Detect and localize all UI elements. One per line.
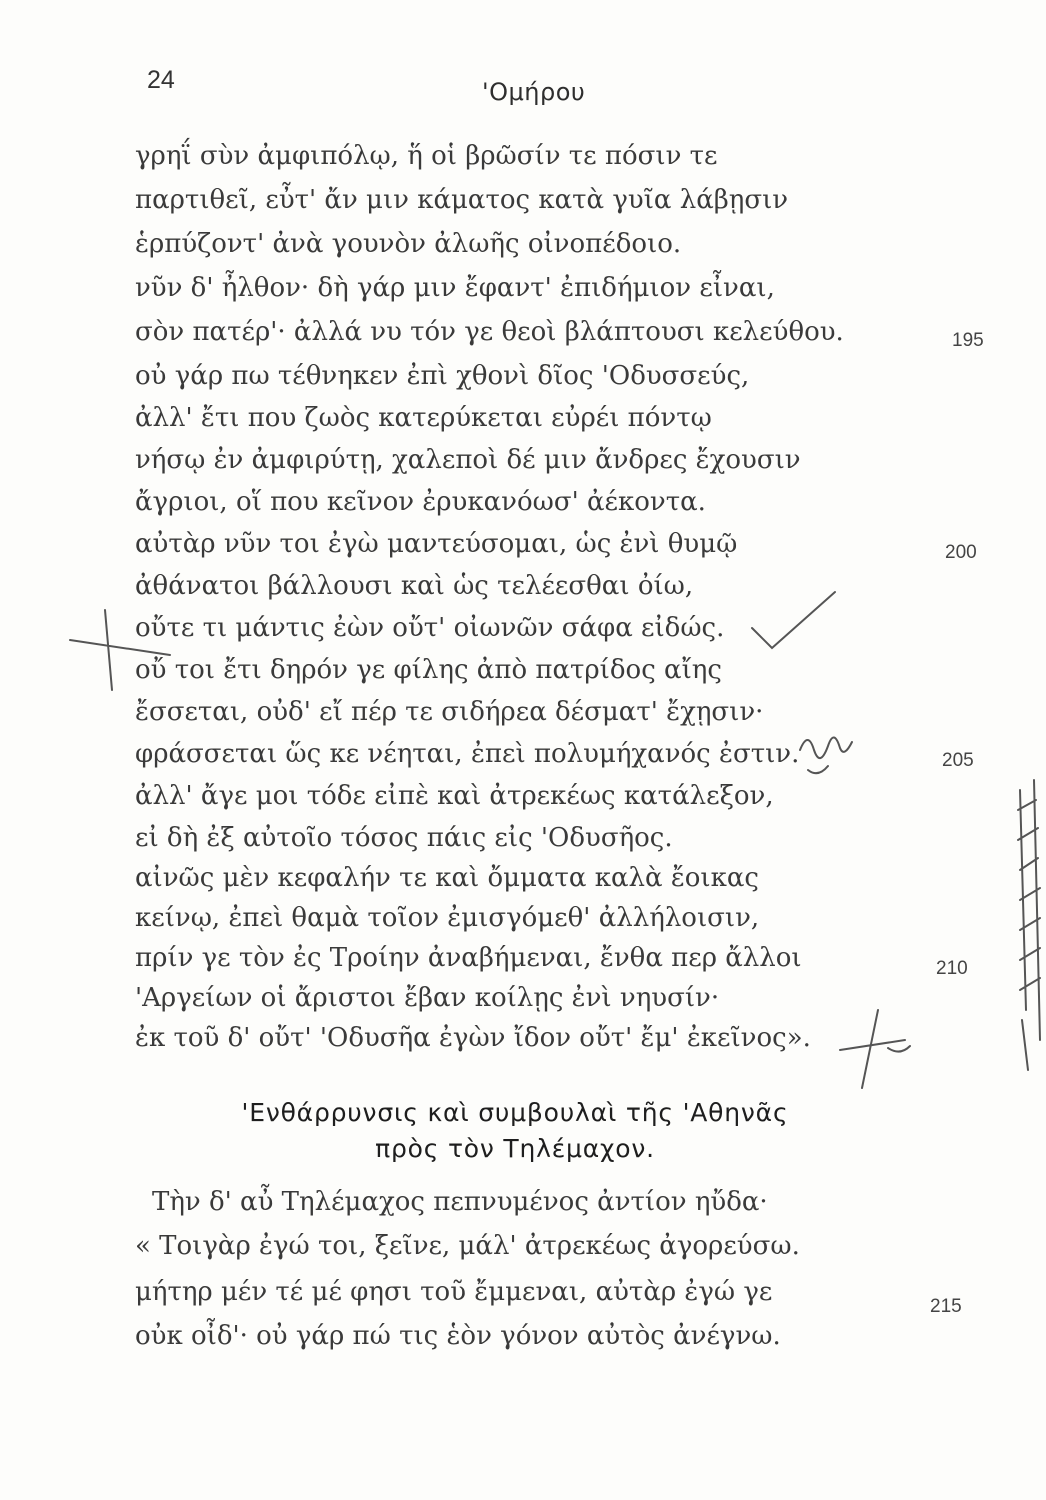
verse-line: νῦν δ' ἦλθον· δὴ γάρ μιν ἔφαντ' ἐπιδήμιον εἶναι, bbox=[135, 273, 775, 303]
verse-line: 'Αργείων οἱ ἄριστοι ἔβαν κοίλῃς ἐνὶ νηυσίν· bbox=[135, 983, 720, 1013]
verse-line: ἔσσεται, οὐδ' εἴ πέρ τε σιδήρεα δέσματ' ἔχῃσιν· bbox=[135, 697, 764, 727]
verse-line: οὐκ οἶδ'· οὐ γάρ πώ τις ἑὸν γόνον αὐτὸς ἀνέγνω. bbox=[135, 1321, 781, 1351]
verse-line: μήτηρ μέν τέ μέ φησι τοῦ ἔμμεναι, αὐτὰρ ἐγώ γε bbox=[135, 1277, 773, 1307]
verse-line: αὐτὰρ νῦν τοι ἐγὼ μαντεύσομαι, ὡς ἐνὶ θυμῷ bbox=[135, 529, 738, 559]
verse-line: ἀθάνατοι βάλλουσι καὶ ὡς τελέεσθαι ὀίω, bbox=[135, 571, 694, 601]
line-number: 215 bbox=[930, 1296, 962, 1317]
verse-line: ἐκ τοῦ δ' οὔτ' 'Οδυσῆα ἐγὼν ἴδον οὔτ' ἔμ' ἐκεῖνος». bbox=[135, 1023, 811, 1053]
verse-line: ἀλλ' ἔτι που ζωὸς κατερύκεται εὐρέι πόντῳ bbox=[135, 403, 712, 433]
verse-line: πρίν γε τὸν ἐς Τροίην ἀναβήμεναι, ἔνθα περ ἄλλοι bbox=[135, 943, 802, 973]
line-number: 195 bbox=[952, 330, 984, 351]
page-number: 24 bbox=[147, 66, 175, 94]
verse-line: εἰ δὴ ἐξ αὐτοῖο τόσος πάις εἰς 'Οδυσῆος. bbox=[135, 823, 673, 853]
section-heading-line-2: πρὸς τὸν Τηλέμαχον. bbox=[375, 1134, 655, 1163]
verse-line: « Τοιγὰρ ἐγώ τοι, ξεῖνε, μάλ' ἀτρεκέως ἀγορεύσω. bbox=[135, 1231, 800, 1261]
line-number: 210 bbox=[936, 958, 968, 979]
verse-line: οὔ τοι ἔτι δηρόν γε φίλης ἀπὸ πατρίδος αἴης bbox=[135, 655, 722, 685]
pencil-margin-hatching bbox=[1018, 780, 1040, 1070]
verse-line: αἰνῶς μὲν κεφαλήν τε καὶ ὄμματα καλὰ ἔοικας bbox=[135, 863, 759, 893]
verse-line: ἑρπύζοντ' ἀνὰ γουνὸν ἀλωῆς οἰνοπέδοιο. bbox=[135, 229, 682, 259]
line-number: 200 bbox=[945, 542, 977, 563]
verse-line: γρηΐ σὺν ἀμφιπόλῳ, ἥ οἱ βρῶσίν τε πόσιν τε bbox=[135, 141, 718, 171]
verse-line: ἄγριοι, οἵ που κεῖνον ἐρυκανόωσ' ἀέκοντα. bbox=[135, 487, 706, 517]
verse-line: σὸν πατέρ'· ἀλλά νυ τόν γε θεοὶ βλάπτουσι κελεύθου. bbox=[135, 317, 844, 347]
verse-line: κείνῳ, ἐπεὶ θαμὰ τοῖον ἐμισγόμεθ' ἀλλήλοισιν, bbox=[135, 903, 760, 933]
verse-line: παρτιθεῖ, εὖτ' ἄν μιν κάματος κατὰ γυῖα λάβῃσιν bbox=[135, 185, 789, 215]
verse-line: Τὴν δ' αὖ Τηλέμαχος πεπνυμένος ἀντίον ηὔδα· bbox=[152, 1187, 768, 1217]
running-title: 'Ομήρου bbox=[482, 78, 586, 106]
verse-line: νήσῳ ἐν ἀμφιρύτῃ, χαλεποὶ δέ μιν ἄνδρες ἔχουσιν bbox=[135, 445, 801, 475]
verse-line: φράσσεται ὥς κε νέηται, ἐπεὶ πολυμήχανός ἐστιν. bbox=[135, 739, 800, 769]
line-number: 205 bbox=[942, 750, 974, 771]
verse-line: οὔτε τι μάντις ἐὼν οὔτ' οἰωνῶν σάφα εἰδώς. bbox=[135, 613, 725, 643]
verse-line: ἀλλ' ἄγε μοι τόδε εἰπὲ καὶ ἀτρεκέως κατάλεξον, bbox=[135, 781, 774, 811]
verse-line: οὐ γάρ πω τέθνηκεν ἐπὶ χθονὶ δῖος 'Οδυσσεύς, bbox=[135, 361, 750, 391]
section-heading-line-1: 'Ενθάρρυνσις καὶ συμβουλαὶ τῆς 'Αθηνᾶς bbox=[241, 1098, 789, 1127]
